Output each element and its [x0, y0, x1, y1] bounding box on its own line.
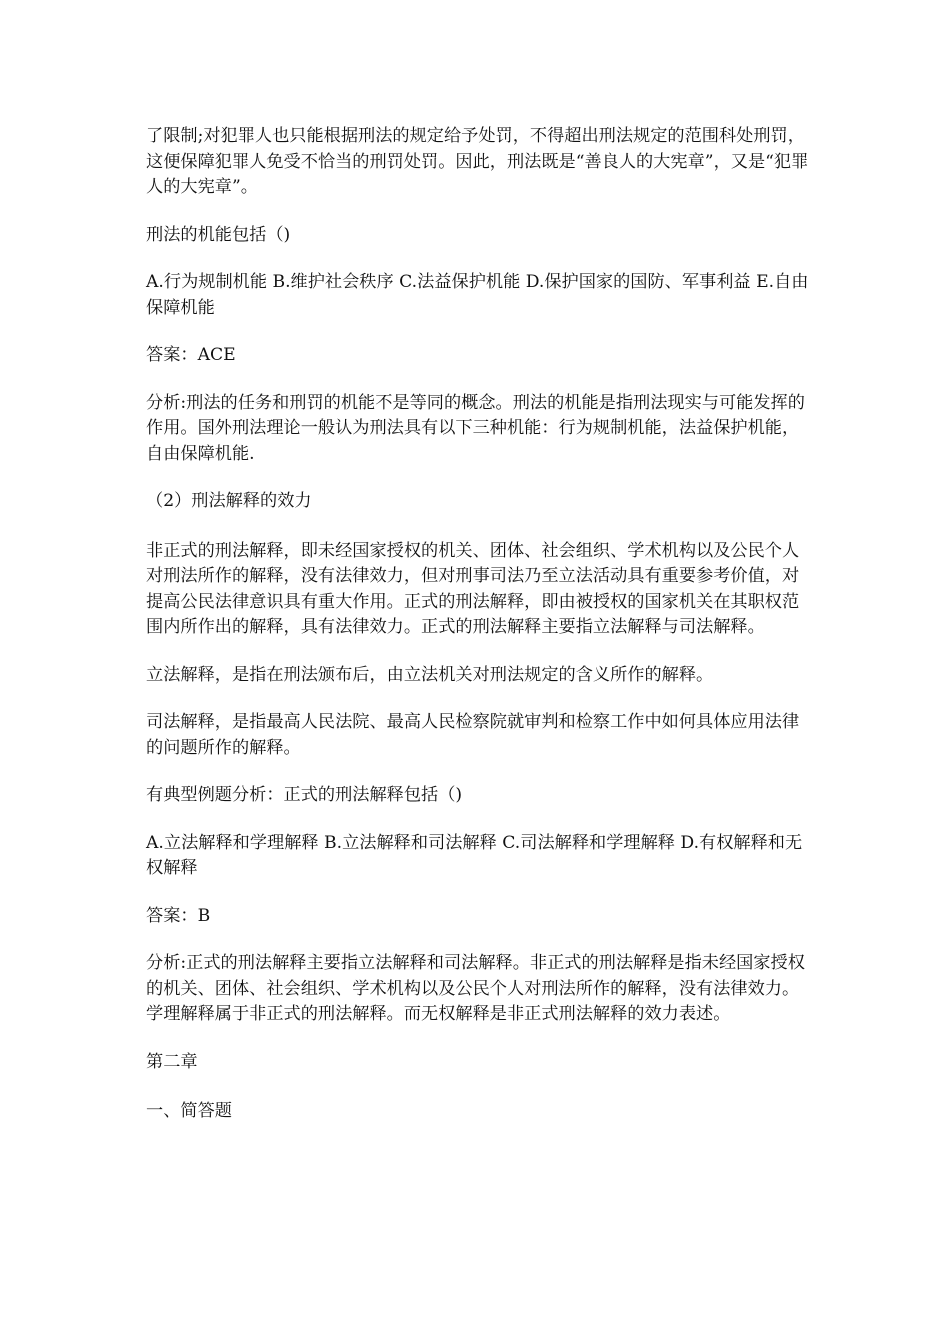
section-heading-short-answer: 一、简答题 [146, 1101, 232, 1121]
document-body [146, 124, 816, 1149]
answer-formal-interpretation: 答案：B [146, 905, 211, 926]
paragraph-informal-formal-interpretation: 非正式的刑法解释，即未经国家授权的机关、团体、社会组织、学术机构以及公民个人对刑法所作的解释，没有法律效力，但对刑事司法乃至立法活动具有重要参考价值，对提高公民法律意识具有重大作用。正式的刑法解释，即由被授权的国家机关在其职权范围内所作出的解释，具有法律效力。正式的刑法解释主要指立法解释与司法解释。 [146, 540, 800, 637]
question-functions-of-criminal-law: 刑法的机能包括（) [146, 224, 291, 245]
question-formal-interpretation: 有典型例题分析：正式的刑法解释包括（) [146, 785, 463, 805]
options-functions-of-criminal-law: A.行为规制机能 B.维护社会秩序 C.法益保护机能 D.保护国家的国防、军事利益 E.自由保障机能 [146, 272, 809, 318]
analysis-functions-of-criminal-law: 分析:刑法的任务和刑罚的机能不是等同的概念。刑法的机能是指刑法现实与可能发挥的作用。国外刑法理论一般认为刑法具有以下三种机能：行为规制机能，法益保护机能，自由保障机能. [146, 392, 805, 464]
chapter-heading: 第二章 [146, 1051, 198, 1072]
paragraph-criminal-law-magna-carta: 了限制;对犯罪人也只能根据刑法的规定给予处罚，不得超出刑法规定的范围科处刑罚，这便保障犯罪人免受不恰当的刑罚处罚。因此，刑法既是“善良人的大宪章”，又是“犯罪人的大宪章”。 [146, 126, 809, 197]
options-formal-interpretation: A.立法解释和学理解释 B.立法解释和司法解释 C.司法解释和学理解释 D.有权解释和无权解释 [146, 832, 803, 878]
answer-functions-of-criminal-law: 答案：ACE [146, 345, 236, 365]
paragraph-legislative-interpretation: 立法解释，是指在刑法颁布后，由立法机关对刑法规定的含义所作的解释。 [146, 664, 714, 685]
analysis-formal-interpretation: 分析:正式的刑法解释主要指立法解释和司法解释。非正式的刑法解释是指未经国家授权的机关、团体、社会组织、学术机构以及公民个人对刑法所作的解释，没有法律效力。学理解释属于非正式的刑法解释。而无权解释是非正式刑法解释的效力表述。 [146, 953, 805, 1024]
section-heading-interpretation-effect: （2）刑法解释的效力 [146, 491, 312, 511]
paragraph-judicial-interpretation: 司法解释，是指最高人民法院、最高人民检察院就审判和检察工作中如何具体应用法律的问题所作的解释。 [146, 712, 800, 758]
